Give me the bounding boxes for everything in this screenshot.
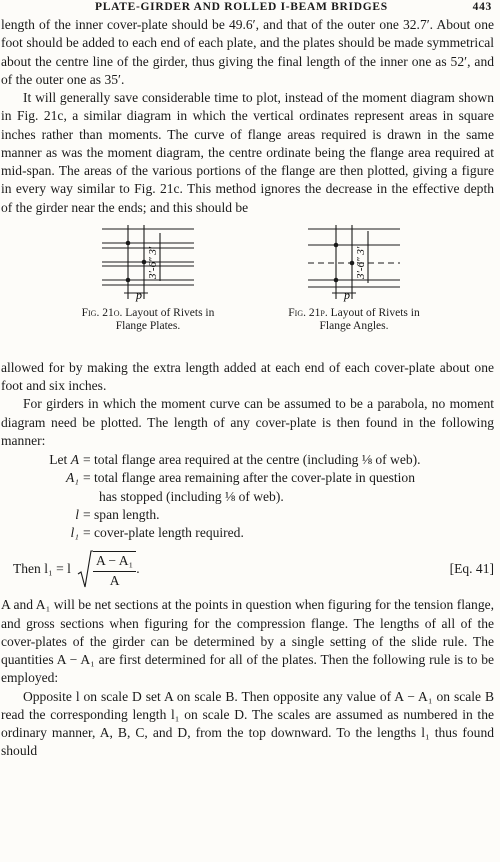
- definition-text: = total flange area remaining after the cover-plate in question: [83, 470, 415, 486]
- gauge-dimension: 3′-6″ 3′: [147, 246, 159, 279]
- definition-l: [1, 506, 494, 524]
- paragraph: length of the inner cover-plate should be 49.6′, and that of the outer one 32.7′. About one foot should be added to each end of each plate, and the plates should be made symmetrical about the centre line of the girder, thus giving the final length of the inner one as 52′, and of the outer one as 35′.: [1, 17, 494, 87]
- pitch-label: p: [344, 287, 350, 302]
- paragraph: allowed for by making the extra length added at each end of each cover-plate about one foot and six inches.: [1, 359, 494, 393]
- figure-row: [1, 223, 494, 359]
- running-header: [0, 0, 500, 16]
- symbol: A: [70, 452, 79, 467]
- symbol: l: [75, 506, 79, 522]
- paragraph: Opposite l on scale D set A on scale B. Then opposite any value of A − A₁ on scale B read the corresponding length l₁ on scale D. The scales are assumed as numbered in the ordinary manner, A, B, C, and D, from the top downward. To the lengths l₁ thus found should: [1, 688, 494, 759]
- paragraph: For girders in which the moment curve can be assumed to be a parabola, no moment diagram need be plotted. The length of any cover-plate is then found in the following manner:: [1, 396, 494, 448]
- definition-text: = cover-plate length required.: [83, 525, 244, 540]
- equation-period: .: [136, 561, 140, 577]
- paragraph: A and A₁ will be net sections at the points in question when figuring for the tension flange, and gross sections when figuring for the compression flange. The lengths of all of the cover-plates of the girder can be determined by a single setting of the slide rule. The quantities A − A₁ are first determined for all of the plates. Then the following rule is to be employed:: [1, 597, 494, 686]
- caption-text: Flange Plates.: [115, 320, 181, 333]
- equation-41: [1, 550, 494, 590]
- fraction-denominator: A: [109, 572, 120, 588]
- figure-label: Fig. 21p.: [288, 306, 328, 319]
- rivet-layout-angles-diagram: [308, 223, 400, 303]
- body-text: [1, 16, 494, 761]
- pitch-label: p: [136, 287, 142, 302]
- rivet-layout-plates-diagram: [102, 223, 194, 303]
- figure-caption: [53, 307, 243, 334]
- figure-label: Fig. 21o.: [81, 306, 123, 319]
- paragraph: It will generally save considerable time to plot, instead of the moment diagram shown in Fig. 21c, a similar diagram in which the vertical ordinates represent areas in square inches rather than moments. The curve of flange areas required is drawn in the same manner as was the moment diagram, the centre ordinate being the flange area required at mid-span. The areas of the various portions of the flange are then plotted, giving a figure in every way similar to Fig. 21c. This method ignores the decrease in the effective depth of the girder near the ends; and this should be: [1, 90, 494, 215]
- gauge-dimension: 3′-6″ 3′: [355, 246, 367, 279]
- radical: [77, 550, 140, 590]
- definition-continuation: has stopped (including ⅛ of web).: [99, 488, 284, 504]
- symbol: A₁: [66, 470, 79, 486]
- equation-tag: [Eq. 41]: [449, 561, 494, 577]
- caption-text: Flange Angles.: [319, 320, 389, 333]
- symbol: l₁: [70, 525, 79, 540]
- page-number: 443: [472, 1, 492, 13]
- figure-21p: [259, 223, 449, 334]
- running-title: PLATE-GIRDER AND ROLLED I-BEAM BRIDGES: [95, 1, 388, 13]
- definition-text: = span length.: [83, 506, 160, 522]
- fraction-numerator: A − A₁: [93, 552, 136, 571]
- definition-l1: [1, 524, 494, 542]
- equation-lhs: Then l₁ = l: [13, 561, 71, 577]
- definition-text: = total flange area required at the centre (including ⅛ of web).: [83, 452, 421, 467]
- figure-21o: [53, 223, 243, 334]
- caption-text: Layout of Rivets in: [330, 306, 420, 319]
- let-word: Let: [49, 452, 68, 467]
- definition-a1: [1, 469, 494, 487]
- definition-a: [1, 451, 494, 469]
- radical-sign-icon: [77, 550, 93, 590]
- definitions-list: [1, 451, 494, 542]
- caption-text: Layout of Rivets in: [125, 306, 215, 319]
- figure-caption: [259, 307, 449, 334]
